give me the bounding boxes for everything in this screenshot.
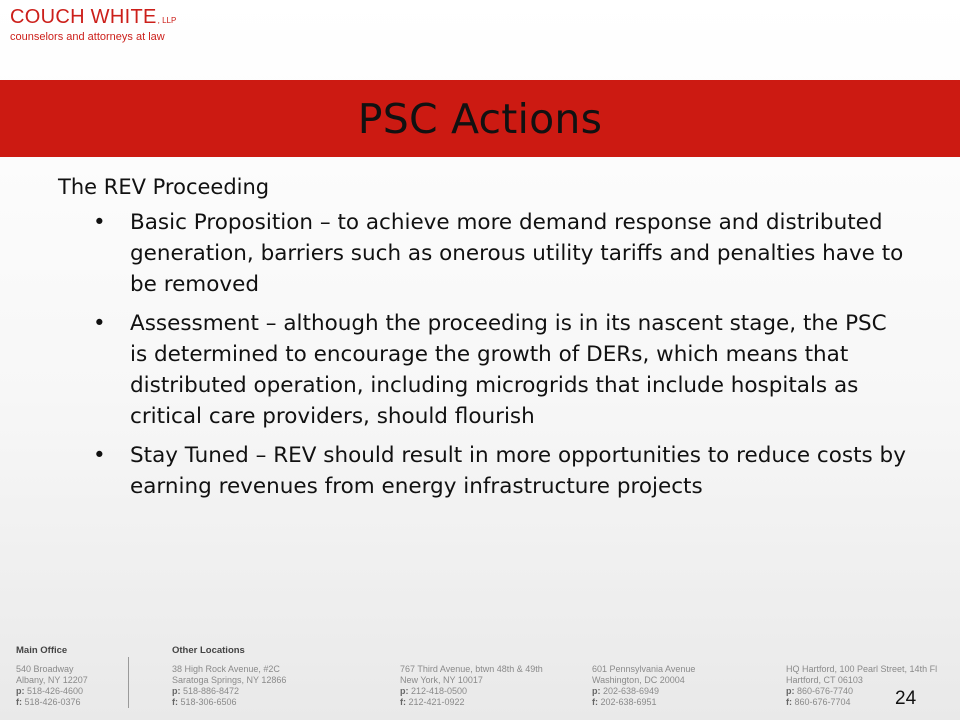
bullet-item bbox=[58, 207, 908, 300]
office-phone: p: 860-676-7740 bbox=[786, 686, 854, 696]
logo-main bbox=[10, 6, 176, 28]
logo-tagline: counselors and attorneys at law bbox=[10, 31, 165, 43]
office-fax: f: 518-306-6506 bbox=[172, 697, 237, 707]
bullet-item bbox=[58, 440, 908, 502]
office-fax: f: 202-638-6951 bbox=[592, 697, 657, 707]
slide-content bbox=[58, 171, 908, 510]
office-phone: p: 202-638-6949 bbox=[592, 686, 660, 696]
office-phone: p: 212-418-0500 bbox=[400, 686, 468, 696]
bullet-icon: • bbox=[93, 311, 106, 336]
office-phone: p: 518-426-4600 bbox=[16, 686, 84, 696]
office-city: Washington, DC 20004 bbox=[592, 675, 685, 685]
bullet-text: Basic Proposition – to achieve more demand response and distributed generation, barriers such as onerous utility tariffs and penalties have to be removed bbox=[130, 210, 904, 297]
office-street: 540 Broadway bbox=[16, 664, 74, 674]
fax-number: 212-421-0922 bbox=[408, 697, 465, 707]
office-street: 601 Pennsylvania Avenue bbox=[592, 664, 696, 674]
office-city: Hartford, CT 06103 bbox=[786, 675, 863, 685]
bullet-text: Stay Tuned – REV should result in more opportunities to reduce costs by earning revenues from energy infrastructure projects bbox=[130, 443, 906, 499]
office-address bbox=[592, 664, 695, 708]
fax-number: 518-306-6506 bbox=[180, 697, 237, 707]
office-address bbox=[172, 664, 286, 708]
slide-title: PSC Actions bbox=[357, 94, 603, 143]
office-city: New York, NY 10017 bbox=[400, 675, 483, 685]
fax-number: 202-638-6951 bbox=[600, 697, 657, 707]
fax-number: 860-676-7704 bbox=[794, 697, 851, 707]
office-fax: f: 860-676-7704 bbox=[786, 697, 851, 707]
office-address bbox=[16, 664, 88, 708]
office-fax: f: 518-426-0376 bbox=[16, 697, 81, 707]
phone-number: 212-418-0500 bbox=[411, 686, 468, 696]
company-logo bbox=[10, 6, 176, 43]
slide-subtitle: The REV Proceeding bbox=[58, 175, 270, 199]
office-city: Saratoga Springs, NY 12866 bbox=[172, 675, 287, 685]
office-street: HQ Hartford, 100 Pearl Street, 14th Fl bbox=[786, 664, 938, 674]
footer-divider bbox=[128, 657, 129, 708]
office-fax: f: 212-421-0922 bbox=[400, 697, 465, 707]
phone-number: 202-638-6949 bbox=[603, 686, 660, 696]
office-street: 38 High Rock Avenue, #2C bbox=[172, 664, 280, 674]
office-phone: p: 518-886-8472 bbox=[172, 686, 240, 696]
phone-number: 860-676-7740 bbox=[797, 686, 854, 696]
title-banner bbox=[0, 80, 960, 157]
footer bbox=[0, 640, 960, 720]
fax-number: 518-426-0376 bbox=[24, 697, 81, 707]
office-street: 767 Third Avenue, btwn 48th & 49th bbox=[400, 664, 543, 674]
logo-llp: , LLP bbox=[157, 16, 177, 25]
bullet-list bbox=[58, 207, 908, 502]
office-address bbox=[400, 664, 543, 708]
logo-name: COUCH WHITE bbox=[10, 6, 157, 28]
other-locations-label: Other Locations bbox=[172, 645, 245, 656]
page-number: 24 bbox=[895, 688, 917, 709]
bullet-text: Assessment – although the proceeding is in its nascent stage, the PSC is determined to encourage the growth of DERs, which means that distributed operation, including microgrids that include hospitals as critical care providers, should flourish bbox=[130, 311, 887, 429]
bullet-icon: • bbox=[93, 210, 106, 235]
bullet-item bbox=[58, 308, 908, 432]
bullet-icon: • bbox=[93, 443, 106, 468]
office-city: Albany, NY 12207 bbox=[16, 675, 88, 685]
main-office-label: Main Office bbox=[16, 645, 68, 656]
phone-number: 518-886-8472 bbox=[183, 686, 240, 696]
phone-number: 518-426-4600 bbox=[27, 686, 84, 696]
